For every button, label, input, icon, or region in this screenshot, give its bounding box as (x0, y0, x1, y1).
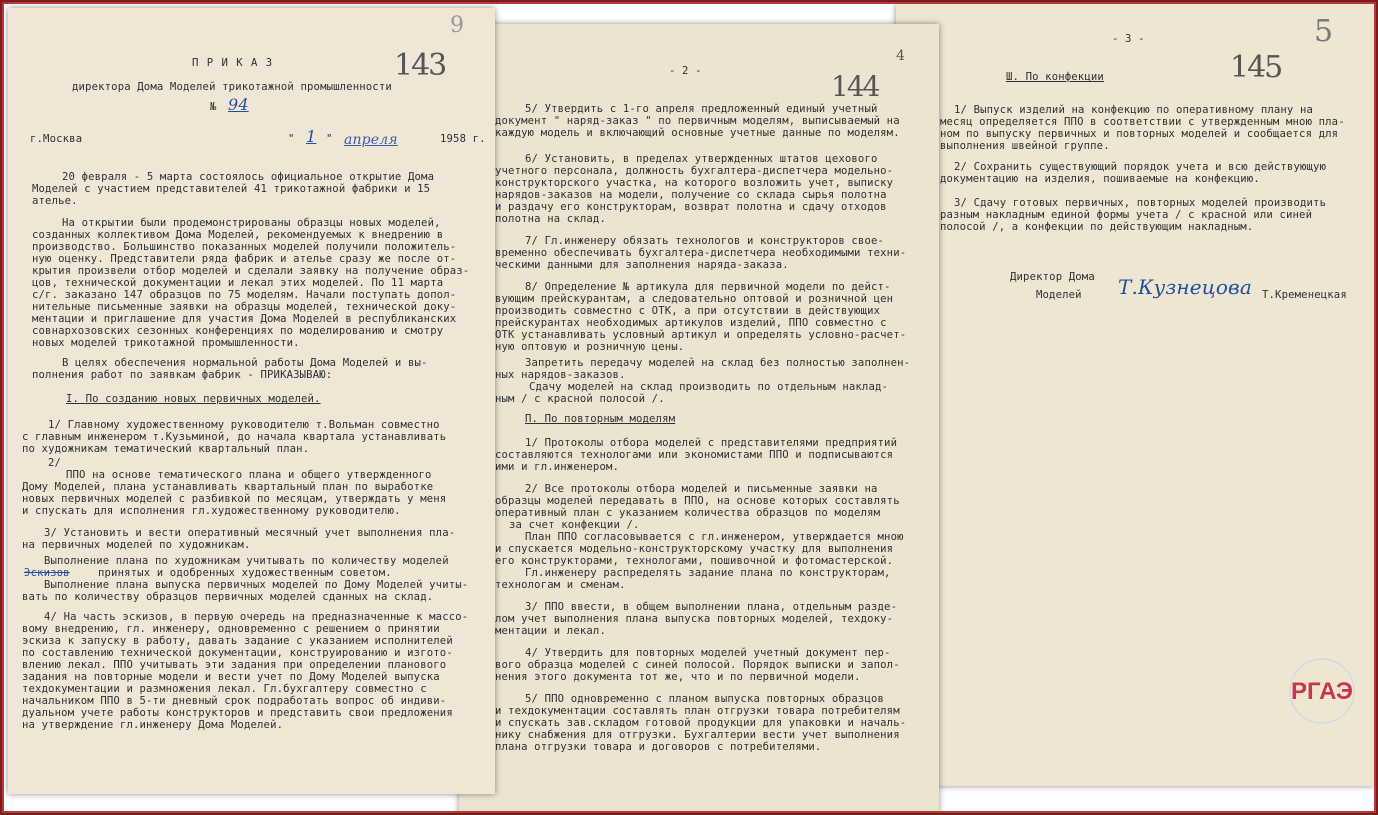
page-number: - 2 - (669, 65, 702, 77)
stamp-number: 144 (831, 70, 879, 103)
signature: Т.Кузнецова (1118, 275, 1252, 299)
date-day: 1 (306, 127, 317, 146)
sign-title-1: Директор Дома (1010, 271, 1095, 283)
archive-logo-icon (1284, 656, 1360, 726)
strike-word: Эскизов (24, 567, 70, 579)
archive-logo (1284, 656, 1360, 726)
signer-name: Т.Кременецкая (1262, 289, 1347, 301)
sign-title-2: Моделей (1036, 289, 1082, 301)
date-year: 1958 г. (440, 133, 486, 145)
page-1: П Р И К А З директора Дома Моделей трикотажной промышленности 143 9 № 94 г.Москва " 1 " апреля 1958 г. 20 февраля - 5 марта состоялось официальное открытие Дома Моделей с участием представителей 41 трикотажной фабрики и 15 ателье. На открытии были продемонстрированы образцы новых моделей, созданных коллективом Дома Моделей, рекомендуемых к внедрению в производство. Большинство показанных моделей получили положитель- ную оценку. Представители ряда фабрик и ателье сразу же после от- крытия произвели отбор моделей и сделали заявку на получение образ- цов, технической документации и лекал этих моделей. По 11 марта с/г. заказано 147 образцов по 75 моделям. Начали поступать допол- нительные письменные заявки на образцы моделей, технической доку- ментации и приглашение для участия Дома Моделей в республиканских совнархозовских сезонных конференциях по моделированию и смотру новых моделей трикотажной промышленности. В целях обеспечения нормальной работы Дома Моделей и вы- полнения работ по заявкам фабрик - ПРИКАЗЫВАЮ: I. По созданию новых первичных моделей. 1/ Главному художественному руководителю т.Вольман совместно с главным инженером т.Кузьминой, до начала квартала устанавливать по художникам тематический квартальный план. 2/ ППО на основе тематического плана и общего утвержденного Дому Моделей, плана устанавливать квартальный план по выработке новых первичных моделей с разбивкой по месяцам, утверждать у меня и спускать для исполнения гл.художественному руководителю. 3/ Установить и вести оперативный месячный учет выполнения пла- на первичных моделей по художникам. Выполнение плана по художникам учитывать по количеству моделей Эскизов принятых и одобренных художественным советом. Выполнение плана выпуска первичных моделей по Дому Моделей учиты- вать по количеству образцов первичных моделей сданных на склад. 4/ На часть эскизов, в первую очередь на предназначенные к массо- вому внедрению, гл. инженеру, одновременно с решением о принятии эскиза к запуску в работу, давать задание с указанием исполнителей по составлению технической документации, конструированию и изгото- влению лекал. ППО учитывать эти задания при определении планового задания на повторные модели и вести учет по Дому Моделей выпуска техдокументации и размножения лекал. Гл.бухгалтеру совместно с начальником ППО в 5-ти дневный срок подработать вопрос об индиви- дуальном учете работы конструкторов и представить свои предложения на утверждение гл.инженеру Дома Моделей. (8, 8, 495, 794)
section-title: Ш. По конфекции (1006, 71, 1104, 83)
stamp-number: 145 (1230, 50, 1282, 85)
svg-text:РГАЭ: РГАЭ (1291, 678, 1353, 705)
page-number: - 3 - (1112, 33, 1145, 45)
section-title: I. По созданию новых первичных моделей. (66, 393, 321, 405)
date-month: апреля (344, 132, 398, 148)
page-3: - 3 - 145 5 Ш. По конфекции 1/ Выпуск изделий на конфекцию по оперативному плану на месяц определяется ППО в соответствии с утвержденным мною пла- ном по выпуску первичных и повторных моделей и сообщается для выполнения швейной группе. 2/ Сохранить существующий порядок учета и всю действующую документацию на изделия, пошиваемые на конфекцию. 3/ Сдачу готовых первичных, повторных моделей производить разным накладным единой формы учета / с красной или синей полосой /, а конфекции по действующим накладным. Директор Дома Моделей Т.Кузнецова Т.Кременецкая РГАЭ (896, 4, 1374, 786)
section-title: П. По повторным моделям (525, 413, 676, 425)
order-subtitle: директора Дома Моделей трикотажной промышленности (72, 81, 392, 93)
corner-mark: 9 (450, 13, 465, 38)
stamp-sup: 4 (896, 48, 906, 64)
document-viewer (2, 2, 1376, 813)
corner-mark: 5 (1314, 14, 1334, 49)
number-label: № (210, 101, 217, 113)
stamp-number: 143 (394, 48, 446, 83)
page-2: - 2 - 144 4 5/ Утвердить с 1-го апреля предложенный единый учетный документ " наряд-заказ " по первичным моделям, выписываемый на каждую модель и включающий основные учетные данные по моделям. 6/ Установить, в пределах утвержденных штатов цехового учетного персонала, должность бухгалтера-диспетчера модельно- конструкторского участка, на которого возложить учет, выписку нарядов-заказов на модели, получение со склада сырья полотна и раздачу его конструкторам, возврат полотна и сдачу отходов полотна на склад. 7/ Гл.инженеру обязать технологов и конструкторов свое- временно обеспечивать бухгалтера-диспетчера необходимыми техни- ческими данными для заполнения наряда-заказа. 8/ Определение № артикула для первичной модели по дейст- вующим прейскурантам, а следовательно оптовой и розничной цен производить совместно с ОТК, а при отсутствии в действующих прейскурантах необходимых артикулов изделий, ППО совместно с ОТК устанавливать условный артикул и определять условно-расчет- ную оптовую и розничную цены. Запретить передачу моделей на склад без полностью заполнен- ных нарядов-заказов. Сдачу моделей на склад производить по отдельным наклад- ным / с красной полосой /. П. По повторным моделям 1/ Протоколы отбора моделей с представителями предприятий составляются технологами или экономистами ППО и подписываются ими и гл.инженером. 2/ Все протоколы отбора моделей и письменные заявки на образцы моделей передавать в ППО, на основе которых составлять оперативный план с указанием количества образцов по моделям за счет конфекции /. План ППО согласовывается с гл.инженером, утверждается мною и спускается модельно-конструкторскому участку для выполнения его конструкторами, технологами, пошивочной и фотомастерской. Гл.инженеру распределять задание плана по конструкторам, технологам и сменам. 3/ ППО ввести, в общем выполнении плана, отдельным разде- лом учет выполнения плана выпуска повторных моделей, техдоку- ментации и лекал. 4/ Утвердить для повторных моделей учетный документ пер- вого образца моделей с синей полосой. Порядок выписки и запол- нения этого документа тот же, что и по первичной модели. 5/ ППО одновременно с планом выпуска повторных образцов и техдокументации составлять план отгрузки товара потребителям и спускать зав.складом готовой продукции для упаковки и началь- нику снабжения для отгрузки. Бухгалтерии вести учет выполнения плана отгрузки товара и договоров с потребителями. (459, 24, 939, 813)
order-title: П Р И К А З (192, 57, 274, 69)
city: г.Москва (30, 133, 83, 145)
number-value: 94 (228, 95, 249, 114)
